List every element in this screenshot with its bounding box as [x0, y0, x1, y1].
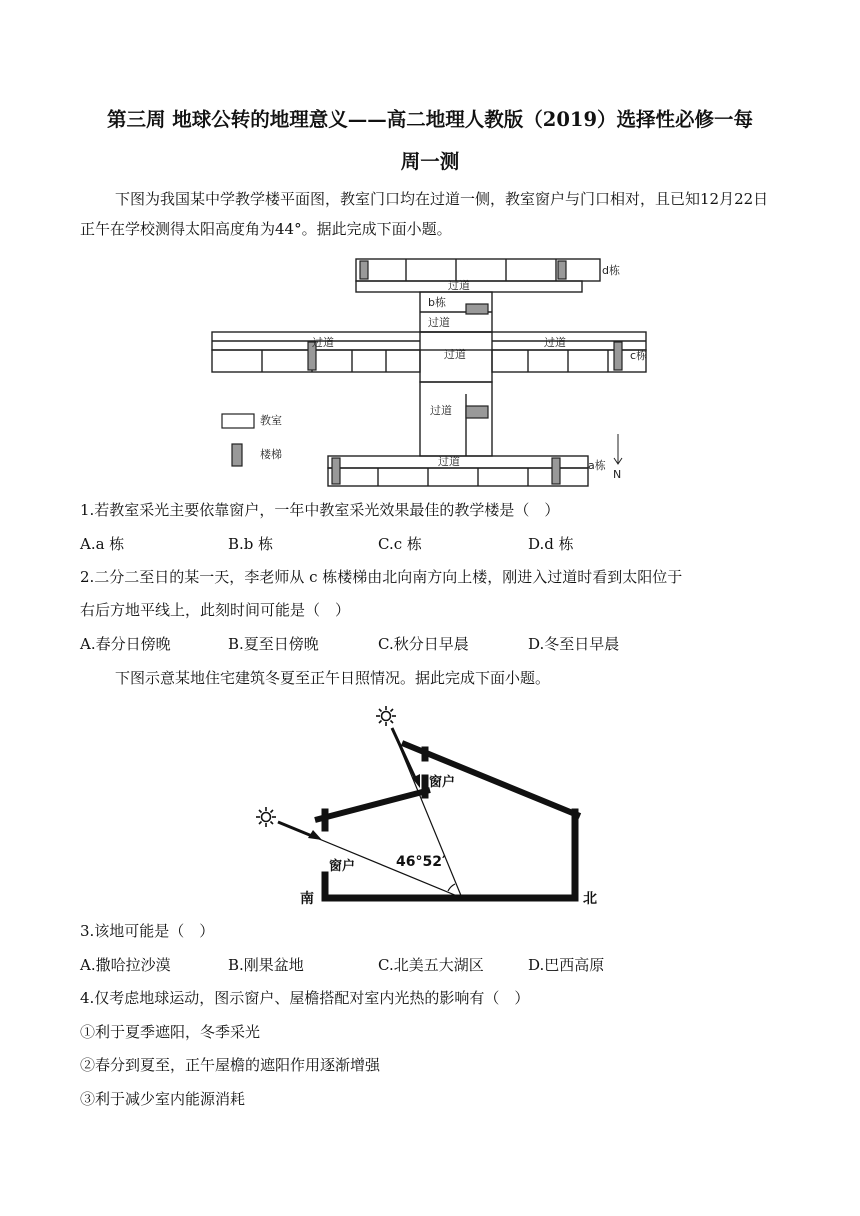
- label-corridor-right: 过道: [544, 336, 566, 349]
- q3-option-b[interactable]: B.刚果盆地: [228, 956, 304, 974]
- house-sunlight-figure: [250, 700, 610, 910]
- q4-item-3: ③利于减少室内能源消耗: [80, 1090, 246, 1108]
- sun-icon-summer: [376, 706, 396, 726]
- q3-option-a[interactable]: A.撒哈拉沙漠: [80, 956, 171, 974]
- legend-stairs-swatch: [232, 444, 242, 466]
- north-label: N: [613, 468, 622, 481]
- label-corridor-lower: 过道: [430, 404, 452, 417]
- intro-paragraph-1: 下图为我国某中学教学楼平面图，教室门口均在过道一侧，教室窗户与门口相对，且已知12月22日正午在学校测得太阳高度角为44°。据此完成下面小题。: [80, 190, 769, 238]
- q3-stem: 3.该地可能是（ ）: [80, 922, 215, 940]
- q4-stem: 4.仅考虑地球运动，图示窗户、屋檐搭配对室内光热的影响有（ ）: [80, 989, 530, 1007]
- label-d-building: d栋: [602, 264, 620, 277]
- label-corridor-a: 过道: [438, 455, 460, 468]
- legend-classroom-swatch: [222, 414, 254, 428]
- q3-option-c[interactable]: C.北美五大湖区: [378, 956, 484, 974]
- q4-item-2: ②春分到夏至，正午屋檐的遮阳作用逐渐增强: [80, 1056, 381, 1074]
- q1-option-b[interactable]: B.b 栋: [228, 535, 274, 553]
- north-label-house: 北: [583, 891, 597, 907]
- label-corridor-left: 过道: [312, 336, 334, 349]
- q1-stem: 1.若教室采光主要依靠窗户，一年中教室采光效果最佳的教学楼是（ ）: [80, 501, 560, 519]
- q2-stem-line1: 2.二分二至日的某一天，李老师从 c 栋楼梯由北向南方向上楼，刚进入过道时看到太阳位于: [80, 568, 683, 586]
- label-corridor-b: 过道: [428, 316, 450, 329]
- q2-stem-line2: 右后方地平线上，此刻时间可能是（ ）: [80, 601, 351, 619]
- label-b-building: b栋: [428, 296, 446, 309]
- intro-paragraph-2: 下图示意某地住宅建筑冬夏至正午日照情况。据此完成下面小题。: [115, 669, 551, 687]
- q4-item-1: ①利于夏季遮阳，冬季采光: [80, 1023, 261, 1041]
- label-a-building: a栋: [588, 459, 606, 472]
- label-corridor-d: 过道: [448, 279, 470, 292]
- legend-stairs-label: 楼梯: [260, 448, 282, 461]
- label-corridor-center: 过道: [444, 348, 466, 361]
- angle-label: 46°52′: [396, 854, 446, 870]
- q2-option-a[interactable]: A.春分日傍晚: [80, 635, 171, 653]
- window-label-upper: 窗户: [429, 775, 456, 790]
- q2-option-d[interactable]: D.冬至日早晨: [528, 635, 620, 653]
- q2-option-c[interactable]: C.秋分日早晨: [378, 635, 469, 653]
- q1-option-d[interactable]: D.d 栋: [528, 535, 574, 553]
- legend-classroom-label: 教室: [260, 414, 282, 427]
- page-title-line2: 周一测: [400, 150, 460, 173]
- south-label: 南: [300, 891, 314, 907]
- q2-option-b[interactable]: B.夏至日傍晚: [228, 635, 319, 653]
- north-arrow-icon: [614, 434, 622, 464]
- label-c-building: c栋: [630, 349, 648, 362]
- page-title-line1: 第三周 地球公转的地理意义——高二地理人教版（2019）选择性必修一每: [106, 108, 754, 131]
- floor-plan-figure: [208, 254, 648, 488]
- sun-icon-winter: [256, 807, 276, 827]
- q1-option-a[interactable]: A.a 栋: [80, 535, 125, 553]
- q1-option-c[interactable]: C.c 栋: [378, 535, 422, 553]
- q3-option-d[interactable]: D.巴西高原: [528, 956, 605, 974]
- window-label-lower: 窗户: [329, 859, 356, 874]
